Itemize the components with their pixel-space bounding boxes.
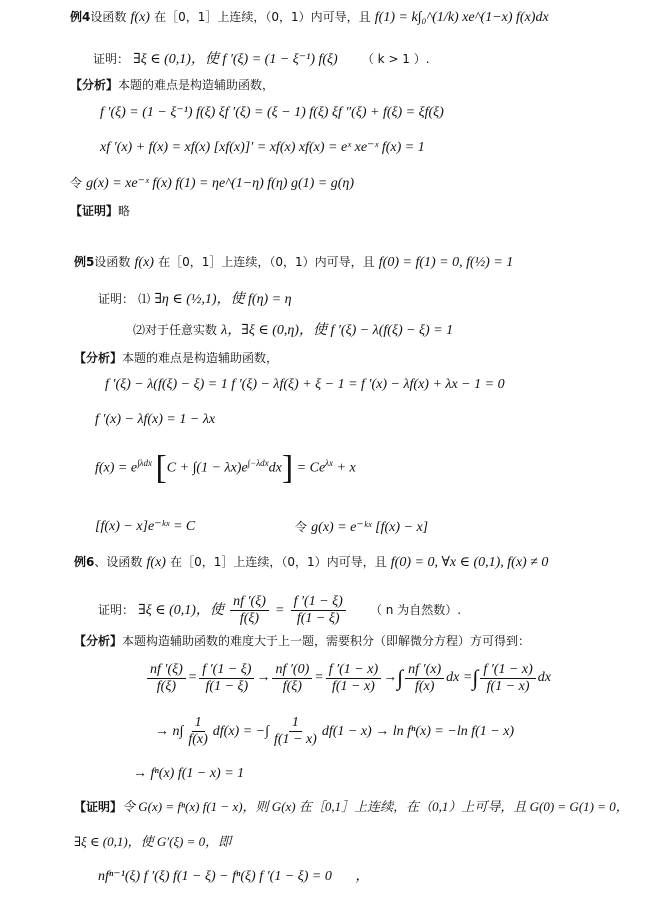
ex5-proof-part-1: 证明： ⑴ ∃η ∈ (½,1)，使 f(η) = η [98,292,292,307]
ex5-condition-formula: f(0) = f(1) = 0, f(½) = 1 [378,255,514,270]
ex4-title: 例4设函数 f(x) 在［0，1］上连续，（0，1）内可导，且 f(1) = k∫₀^(1/k) xe^(1−x) f(x)dx [70,10,549,25]
ex5-equation-line-1: f ′(ξ) − λ(f(ξ) − ξ) = 1 f ′(ξ) − λf(ξ) + ξ − 1 = f ′(x) − λf(x) + λx − 1 = 0 [105,377,505,392]
ex6-derivation-row-1: $\frac{nf '(\xi)}{f(\xi)}$ = $\frac{f '(1 - \xi)}{f(1 - \xi)}$ → $\frac{nf '(0)}{f(\xi)}$ = $\frac{f '(1 - x)}{f(1 - x)}$ →∫ $\frac{nf '(x)}{f(x)}$ dx =∫ $\frac{f '(1 - x)}{f(1 - x)}$ dx [145,658,551,698]
ex6-proof-statement: 证明： ∃ξ ∈ (0,1)，使 $\frac{nf '(\xi)}{f(\xi)}$ = $\frac{f '(1 - \xi)}{f(1 - \xi)}$ （ n 为自然数）. [98,594,462,626]
ex6-final-equation: nfⁿ⁻¹(ξ) f ′(ξ) f(1 − ξ) − fⁿ(ξ) f ′(1 − ξ) = 0 ， [98,869,370,884]
ex4-analysis-heading: 【分析】本题的难点是构造辅助函数， [70,78,275,92]
ex6-derivation-row-2: → n∫ $\frac{1}{f(x)}$ df(x) = −∫ $\frac{1}{f(1 - x)}$ df(1 − x) → ln fⁿ(x) = −ln f(1 − x) [155,715,515,748]
ex4-equation-line-1: f ′(ξ) = (1 − ξ⁻¹) f(ξ) ξf ′(ξ) = (ξ − 1) f(ξ) ξf ″(ξ) + f(ξ) = ξf(ξ) [100,105,444,120]
ex6-derivation-row-3: → fⁿ(x) f(1 − x) = 1 [133,766,245,781]
ex4-proof-omitted: 【证明】略 [70,204,131,218]
ex6-condition-formula: f(0) = 0, ∀x ∈ (0,1), f(x) ≠ 0 [390,555,549,570]
ex4-equation-line-2: xf ′(x) + f(x) = xf(x) [xf(x)]′ = xf(x) xf(x) = eˣ xe⁻ˣ f(x) = 1 [100,140,425,155]
ex4-proof-statement: 证明： ∃ξ ∈ (0,1)，使 f ′(ξ) = (1 − ξ⁻¹) f(ξ) （ k > 1 ）. [93,52,430,67]
ex6-proof-line-2: ∃ξ ∈ (0,1)，使 G′(ξ) = 0，即 [74,834,232,849]
ex5-proof-part-2: ⑵对于任意实数 λ，∃ξ ∈ (0,η)，使 f ′(ξ) − λ(f(ξ) − ξ) = 1 [133,323,454,338]
ex5-label: 例5 [74,255,95,269]
ex6-fraction-right: $\frac{f '(1 - \xi)}{f(1 - \xi)}$ [291,594,346,627]
ex5-equation-line-3: $f(x) = e^{\int\lambda dx}$ $[C + \int(1 - \lambda x)e^{\int-\lambda dx}dx] = Ce^{\lambda x} + x$ [95,449,356,487]
ex5-analysis-heading: 【分析】本题的难点是构造辅助函数， [74,351,279,365]
ex5-equation-line-2: f ′(x) − λf(x) = 1 − λx [95,412,216,427]
ex4-let-line: 令 g(x) = xe⁻ˣ f(x) f(1) = ηe^(1−η) f(η) g(1) = g(η) [70,176,354,191]
ex6-title: 例6、设函数 f(x) 在［0，1］上连续，（0，1）内可导，且 f(0) = 0, ∀x ∈ (0,1), f(x) ≠ 0 [74,555,549,570]
ex6-label: 例6 [74,555,95,569]
ex4-label: 例4 [70,10,91,24]
ex5-title: 例5设函数 f(x) 在［0，1］上连续，（0，1）内可导，且 f(0) = f(1) = 0, f(½) = 1 [74,255,514,270]
ex4-condition-formula: f(1) = k∫₀^(1/k) xe^(1−x) f(x)dx [374,10,549,25]
ex6-proof-line-1: 【证明】令 G(x) = fⁿ(x) f(1 − x)，则 G(x) 在［0,1］上连续，在（0,1）上可导，且 G(0) = G(1) = 0， [74,799,629,814]
ex5-equation-line-4: [f(x) − x]e⁻ᵏˣ = C [95,519,196,534]
ex6-fraction-left: $\frac{nf '(\xi)}{f(\xi)}$ [230,594,269,627]
ex5-let-line: 令 g(x) = e⁻ᵏˣ [f(x) − x] [295,520,429,535]
ex6-analysis-heading: 【分析】本题构造辅助函数的难度大于上一题，需要积分（即解微分方程）方可得到： [74,634,531,648]
